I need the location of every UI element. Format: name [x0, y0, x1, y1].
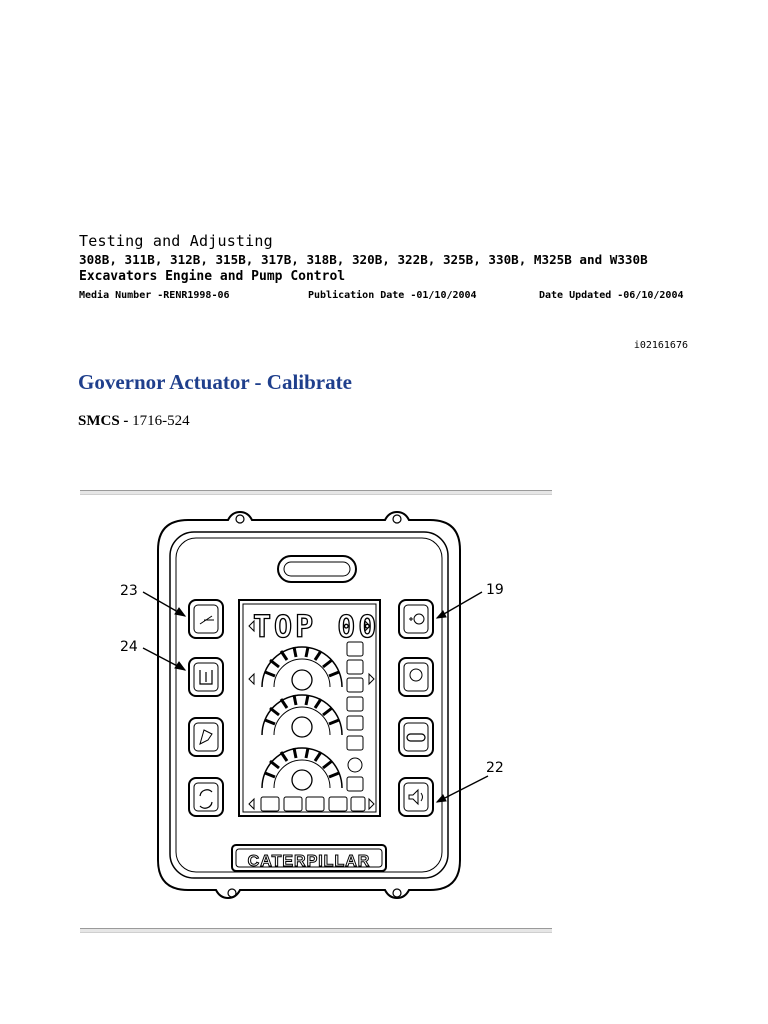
lcd-readout: TOP 00 [253, 610, 380, 645]
callout-24: 24 [120, 639, 138, 655]
publication-date: Publication Date -01/10/2004 [308, 290, 477, 301]
brand-logo: CATERPILLAR [247, 853, 371, 870]
left-button-24 [189, 658, 223, 696]
document-id: i02161676 [633, 340, 688, 351]
gauge-2 [262, 695, 342, 737]
callout-22: 22 [486, 760, 504, 776]
date-updated: Date Updated -06/10/2004 [539, 290, 684, 301]
model-list: 308B, 311B, 312B, 315B, 317B, 318B, 320B, 322B, 325B, 330B, M325B and W330B [79, 252, 648, 267]
gauge-1 [262, 647, 342, 690]
left-button-3 [189, 718, 223, 756]
gauge-3 [262, 748, 342, 790]
media-number: Media Number -RENR1998-06 [79, 290, 230, 301]
section-title: Testing and Adjusting [79, 232, 273, 250]
left-button-4 [189, 778, 223, 816]
smcs-value: 1716-524 [132, 413, 190, 429]
document-subtitle: Excavators Engine and Pump Control [79, 269, 346, 284]
right-button-22 [399, 778, 433, 816]
smcs-label: SMCS - [78, 413, 129, 429]
right-button-auto [399, 658, 433, 696]
left-button-23 [189, 600, 223, 638]
callout-19: 19 [486, 582, 504, 598]
right-button-19 [399, 600, 433, 638]
right-button-travel [399, 718, 433, 756]
page-title: Governor Actuator - Calibrate [78, 370, 352, 394]
callout-23: 23 [120, 583, 138, 599]
